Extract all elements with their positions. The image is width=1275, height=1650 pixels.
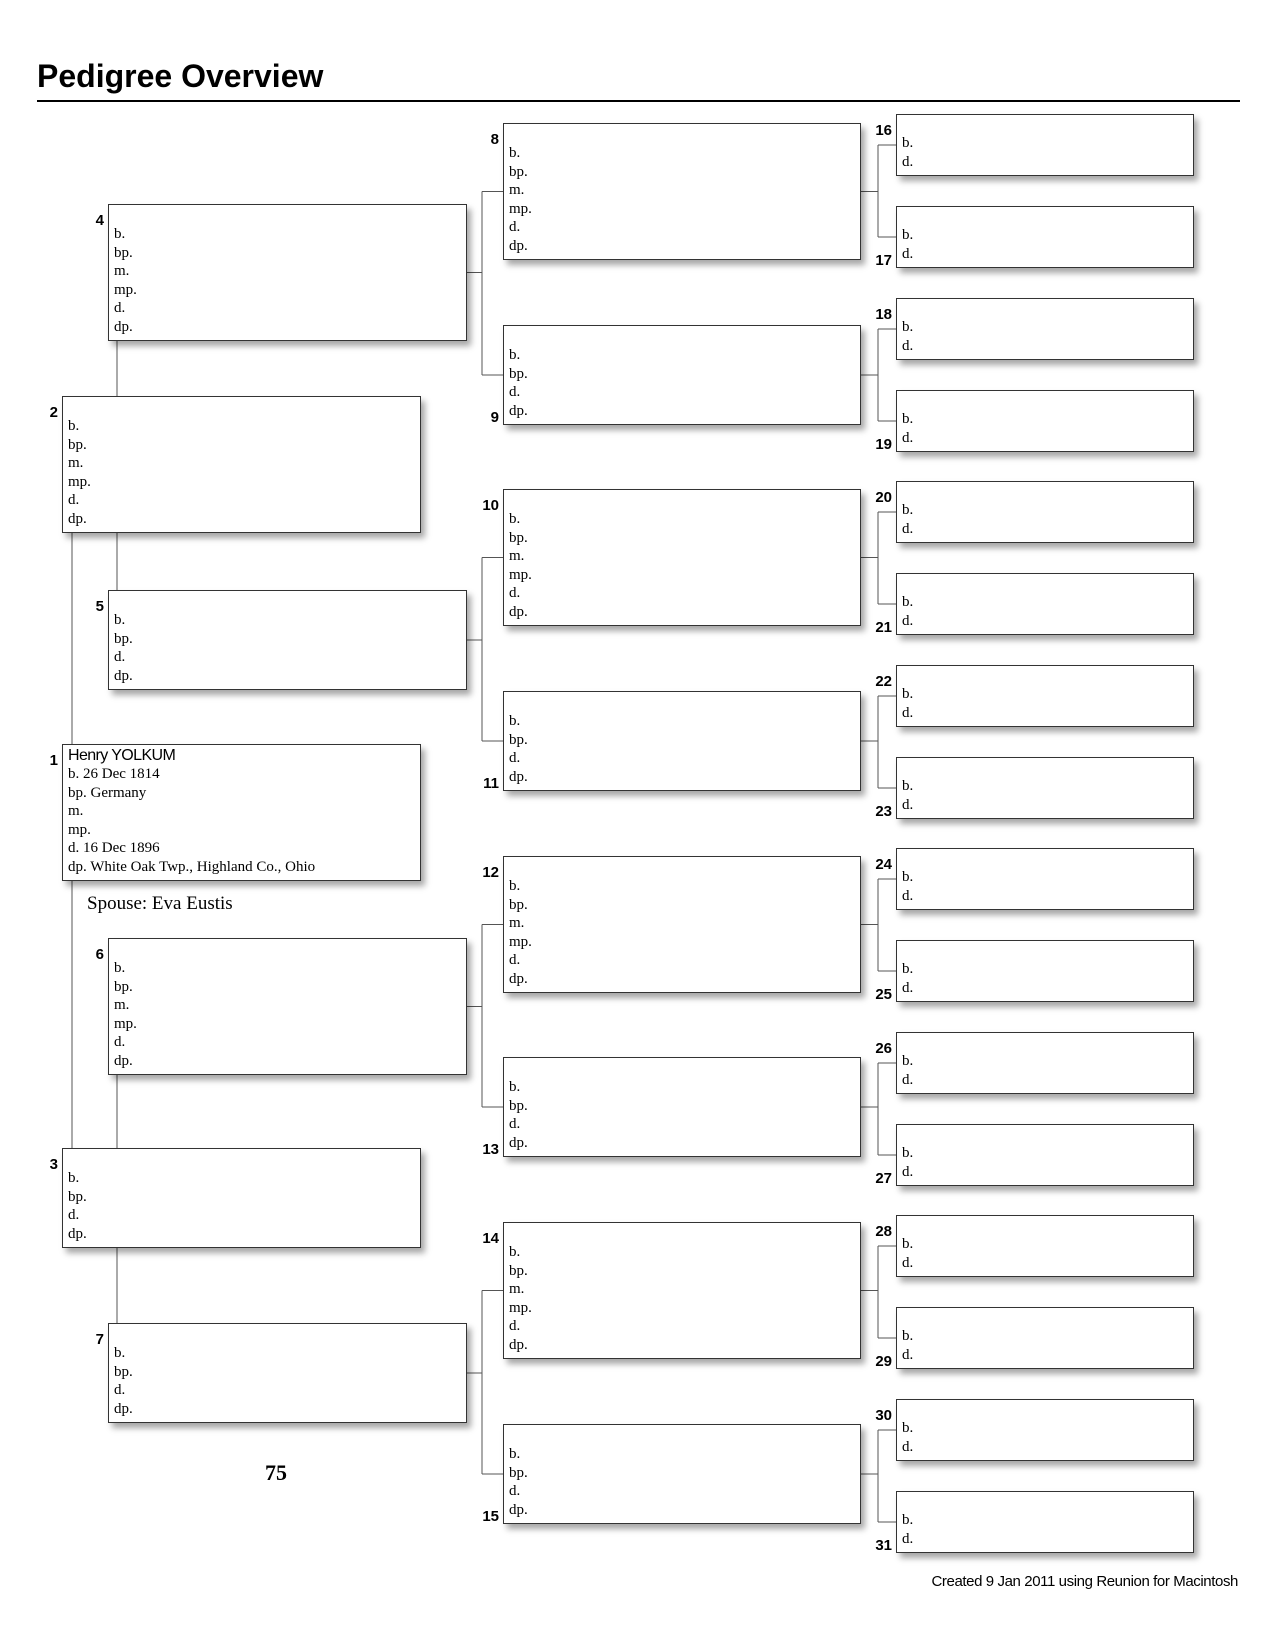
detail-line: bp.	[114, 978, 133, 995]
detail-line: dp.	[114, 1400, 133, 1417]
detail-line: dp.	[68, 1225, 87, 1242]
person-box-28	[875, 1215, 1194, 1277]
detail-line: b.	[509, 1244, 521, 1260]
detail-line: d.	[902, 1254, 914, 1271]
detail-line: dp.	[509, 1501, 528, 1518]
person-box-9	[490, 325, 861, 426]
detail-line: d.	[902, 245, 914, 262]
detail-line: d.	[68, 1207, 80, 1223]
detail-line: m.	[68, 455, 84, 471]
person-number: 31	[875, 1537, 892, 1554]
person-details	[902, 685, 913, 722]
person-box-31	[875, 1491, 1194, 1554]
person-details	[902, 134, 913, 171]
person-details	[68, 1169, 87, 1243]
detail-line: b.	[902, 1420, 914, 1436]
person-details	[902, 777, 913, 814]
footer-credit: Created 9 Jan 2011 using Reunion for Macintosh	[931, 1573, 1238, 1590]
detail-line: mp.	[509, 1299, 532, 1316]
detail-line: bp.	[509, 731, 528, 748]
detail-line: d.	[902, 520, 914, 537]
person-box-19	[875, 390, 1194, 453]
person-box-3	[49, 1148, 421, 1248]
person-number: 19	[875, 436, 892, 453]
detail-line: mp.	[509, 566, 532, 583]
detail-line: d.	[902, 1438, 914, 1455]
detail-line: b.	[114, 960, 126, 976]
person-number: 6	[95, 946, 104, 963]
detail-line: m.	[114, 263, 130, 279]
person-box-24	[875, 848, 1194, 910]
detail-line: d.	[114, 1382, 126, 1398]
detail-line: dp.	[509, 1336, 528, 1353]
person-box-16	[875, 114, 1194, 176]
detail-line: b.	[902, 319, 914, 335]
detail-line: b.	[902, 1236, 914, 1252]
detail-line: b.	[114, 226, 126, 242]
detail-line: d.	[902, 796, 914, 813]
detail-line: b.	[902, 135, 914, 151]
person-number: 4	[95, 212, 104, 229]
detail-line: m.	[114, 997, 130, 1013]
person-details	[509, 1445, 528, 1519]
person-number: 12	[482, 864, 499, 881]
detail-line: dp.	[114, 318, 133, 335]
detail-line: d.	[509, 750, 521, 766]
person-details	[114, 611, 133, 685]
person-box-22	[875, 665, 1194, 727]
person-details	[902, 868, 913, 905]
detail-line: d. 16 Dec 1896	[68, 840, 160, 856]
detail-line: bp.	[68, 1188, 87, 1205]
person-number: 17	[875, 252, 892, 269]
detail-line: bp.	[114, 630, 133, 647]
detail-line: d.	[902, 1346, 914, 1363]
detail-line: d.	[902, 429, 914, 446]
person-box-26	[875, 1032, 1194, 1094]
detail-line: b.	[509, 511, 521, 527]
person-number: 7	[95, 1331, 104, 1348]
detail-line: b.	[902, 227, 914, 243]
person-number: 27	[875, 1170, 892, 1187]
person-number: 2	[49, 404, 58, 421]
detail-line: b.	[902, 502, 914, 518]
person-box-7	[95, 1323, 467, 1423]
detail-line: d.	[902, 704, 914, 721]
detail-line: m.	[509, 1281, 525, 1297]
detail-line: d.	[902, 1071, 914, 1088]
detail-line: dp.	[68, 510, 87, 527]
person-box-21	[875, 573, 1194, 636]
person-box-17	[875, 206, 1194, 269]
detail-line: b.	[902, 961, 914, 977]
person-box-10	[482, 489, 861, 626]
person-number: 28	[875, 1223, 892, 1240]
person-number: 8	[490, 131, 499, 148]
detail-line: d.	[114, 1034, 126, 1050]
person-box-5	[95, 590, 467, 690]
person-box-1	[49, 744, 421, 881]
person-details	[902, 1144, 913, 1181]
person-details	[902, 226, 913, 263]
person-box-6	[95, 938, 467, 1075]
detail-line: b.	[902, 869, 914, 885]
person-number: 9	[490, 409, 499, 426]
detail-line: d.	[509, 952, 521, 968]
person-number: 5	[95, 598, 104, 615]
detail-line: dp.	[509, 1134, 528, 1151]
person-box-12	[482, 856, 861, 993]
person-number: 18	[875, 306, 892, 323]
detail-line: d.	[902, 337, 914, 354]
detail-line: d.	[509, 1483, 521, 1499]
detail-line: mp.	[509, 200, 532, 217]
detail-line: dp.	[509, 970, 528, 987]
detail-line: mp.	[114, 1015, 137, 1032]
person-box-4	[95, 204, 467, 341]
detail-line: m.	[68, 803, 84, 819]
detail-line: b.	[902, 411, 914, 427]
detail-line: b.	[509, 1079, 521, 1095]
person-details	[509, 1078, 528, 1152]
person-details	[902, 593, 913, 630]
detail-line: bp.	[509, 1464, 528, 1481]
detail-line: d.	[902, 1163, 914, 1180]
detail-line: b.	[902, 686, 914, 702]
person-number: 22	[875, 673, 892, 690]
detail-line: m.	[509, 182, 525, 198]
person-number: 26	[875, 1040, 892, 1057]
person-box-27	[875, 1124, 1194, 1187]
detail-line: d.	[902, 153, 914, 170]
detail-line: d.	[509, 219, 521, 235]
person-box-30	[875, 1399, 1194, 1461]
detail-line: dp. White Oak Twp., Highland Co., Ohio	[68, 858, 316, 875]
person-details	[114, 959, 137, 1070]
person-details	[68, 765, 315, 876]
person-details	[902, 1052, 913, 1089]
detail-line: bp.	[509, 365, 528, 382]
detail-line: b.	[509, 347, 521, 363]
person-box-23	[875, 757, 1194, 820]
person-details	[902, 410, 913, 447]
detail-line: bp.	[509, 163, 528, 180]
person-number: 24	[875, 856, 892, 873]
person-box-29	[875, 1307, 1194, 1370]
person-box-14	[482, 1222, 861, 1359]
detail-line: d.	[902, 612, 914, 629]
detail-line: m.	[509, 915, 525, 931]
person-details	[509, 877, 532, 988]
detail-line: b.	[68, 1170, 80, 1186]
person-details	[509, 510, 532, 621]
detail-line: b. 26 Dec 1814	[68, 766, 160, 782]
detail-line: dp.	[509, 237, 528, 254]
detail-line: b.	[509, 878, 521, 894]
detail-line: d.	[902, 1530, 914, 1547]
person-number: 1	[49, 752, 58, 769]
person-box-18	[875, 298, 1194, 360]
detail-line: bp.	[114, 1363, 133, 1380]
person-box-11	[483, 691, 861, 792]
detail-line: mp.	[68, 821, 91, 838]
person-box-15	[482, 1424, 861, 1525]
detail-line: d.	[509, 1116, 521, 1132]
detail-line: dp.	[114, 667, 133, 684]
detail-line: b.	[902, 1145, 914, 1161]
person-box-8	[490, 123, 861, 260]
person-details	[114, 225, 137, 336]
detail-line: dp.	[509, 768, 528, 785]
person-details	[68, 417, 91, 528]
detail-line: dp.	[509, 402, 528, 419]
detail-line: b.	[509, 1446, 521, 1462]
detail-line: b.	[902, 1053, 914, 1069]
detail-line: bp.	[114, 244, 133, 261]
detail-line: d.	[68, 492, 80, 508]
person-box-2	[49, 396, 421, 533]
detail-line: b.	[114, 1345, 126, 1361]
detail-line: d.	[114, 649, 126, 665]
person-details	[509, 144, 532, 255]
detail-line: bp.	[509, 529, 528, 546]
detail-line: d.	[902, 887, 914, 904]
person-number: 23	[875, 803, 892, 820]
detail-line: b.	[68, 418, 80, 434]
detail-line: mp.	[68, 473, 91, 490]
detail-line: d.	[509, 1318, 521, 1334]
person-details	[114, 1344, 133, 1418]
page-title: Pedigree Overview	[37, 58, 324, 94]
detail-line: b.	[902, 1328, 914, 1344]
person-details	[902, 318, 913, 355]
person-number: 13	[482, 1141, 499, 1158]
detail-line: b.	[509, 145, 521, 161]
detail-line: bp.	[509, 1097, 528, 1114]
person-box-13	[482, 1057, 861, 1158]
detail-line: bp. Germany	[68, 784, 147, 801]
person-number: 20	[875, 489, 892, 506]
detail-line: b.	[902, 594, 914, 610]
person-number: 15	[482, 1508, 499, 1525]
person-number: 21	[875, 619, 892, 636]
detail-line: dp.	[114, 1052, 133, 1069]
spouse-label: Spouse: Eva Eustis	[87, 893, 233, 914]
person-details	[902, 1235, 913, 1272]
person-number: 16	[875, 122, 892, 139]
detail-line: b.	[509, 713, 521, 729]
detail-line: dp.	[509, 603, 528, 620]
detail-line: d.	[509, 384, 521, 400]
person-number: 11	[483, 775, 499, 792]
person-number: 29	[875, 1353, 892, 1370]
person-number: 14	[482, 1230, 499, 1247]
person-details	[902, 1419, 913, 1456]
person-details	[509, 1243, 532, 1354]
person-details	[902, 1511, 913, 1548]
detail-line: bp.	[68, 436, 87, 453]
person-number: 3	[49, 1156, 58, 1173]
person-details	[509, 712, 528, 786]
page-number: 75	[265, 1460, 287, 1485]
detail-line: b.	[902, 1512, 914, 1528]
detail-line: mp.	[509, 933, 532, 950]
person-details	[902, 960, 913, 997]
detail-line: b.	[902, 778, 914, 794]
person-box-20	[875, 481, 1194, 543]
detail-line: m.	[509, 548, 525, 564]
detail-line: d.	[114, 300, 126, 316]
person-number: 25	[875, 986, 892, 1003]
detail-line: d.	[902, 979, 914, 996]
detail-line: bp.	[509, 896, 528, 913]
person-number: 30	[875, 1407, 892, 1424]
person-name: Henry YOLKUM	[68, 747, 176, 764]
detail-line: mp.	[114, 281, 137, 298]
detail-line: d.	[509, 585, 521, 601]
person-details	[509, 346, 528, 420]
person-box-25	[875, 940, 1194, 1003]
detail-line: bp.	[509, 1262, 528, 1279]
person-details	[902, 501, 913, 538]
detail-line: b.	[114, 612, 126, 628]
person-details	[902, 1327, 913, 1364]
person-number: 10	[482, 497, 499, 514]
